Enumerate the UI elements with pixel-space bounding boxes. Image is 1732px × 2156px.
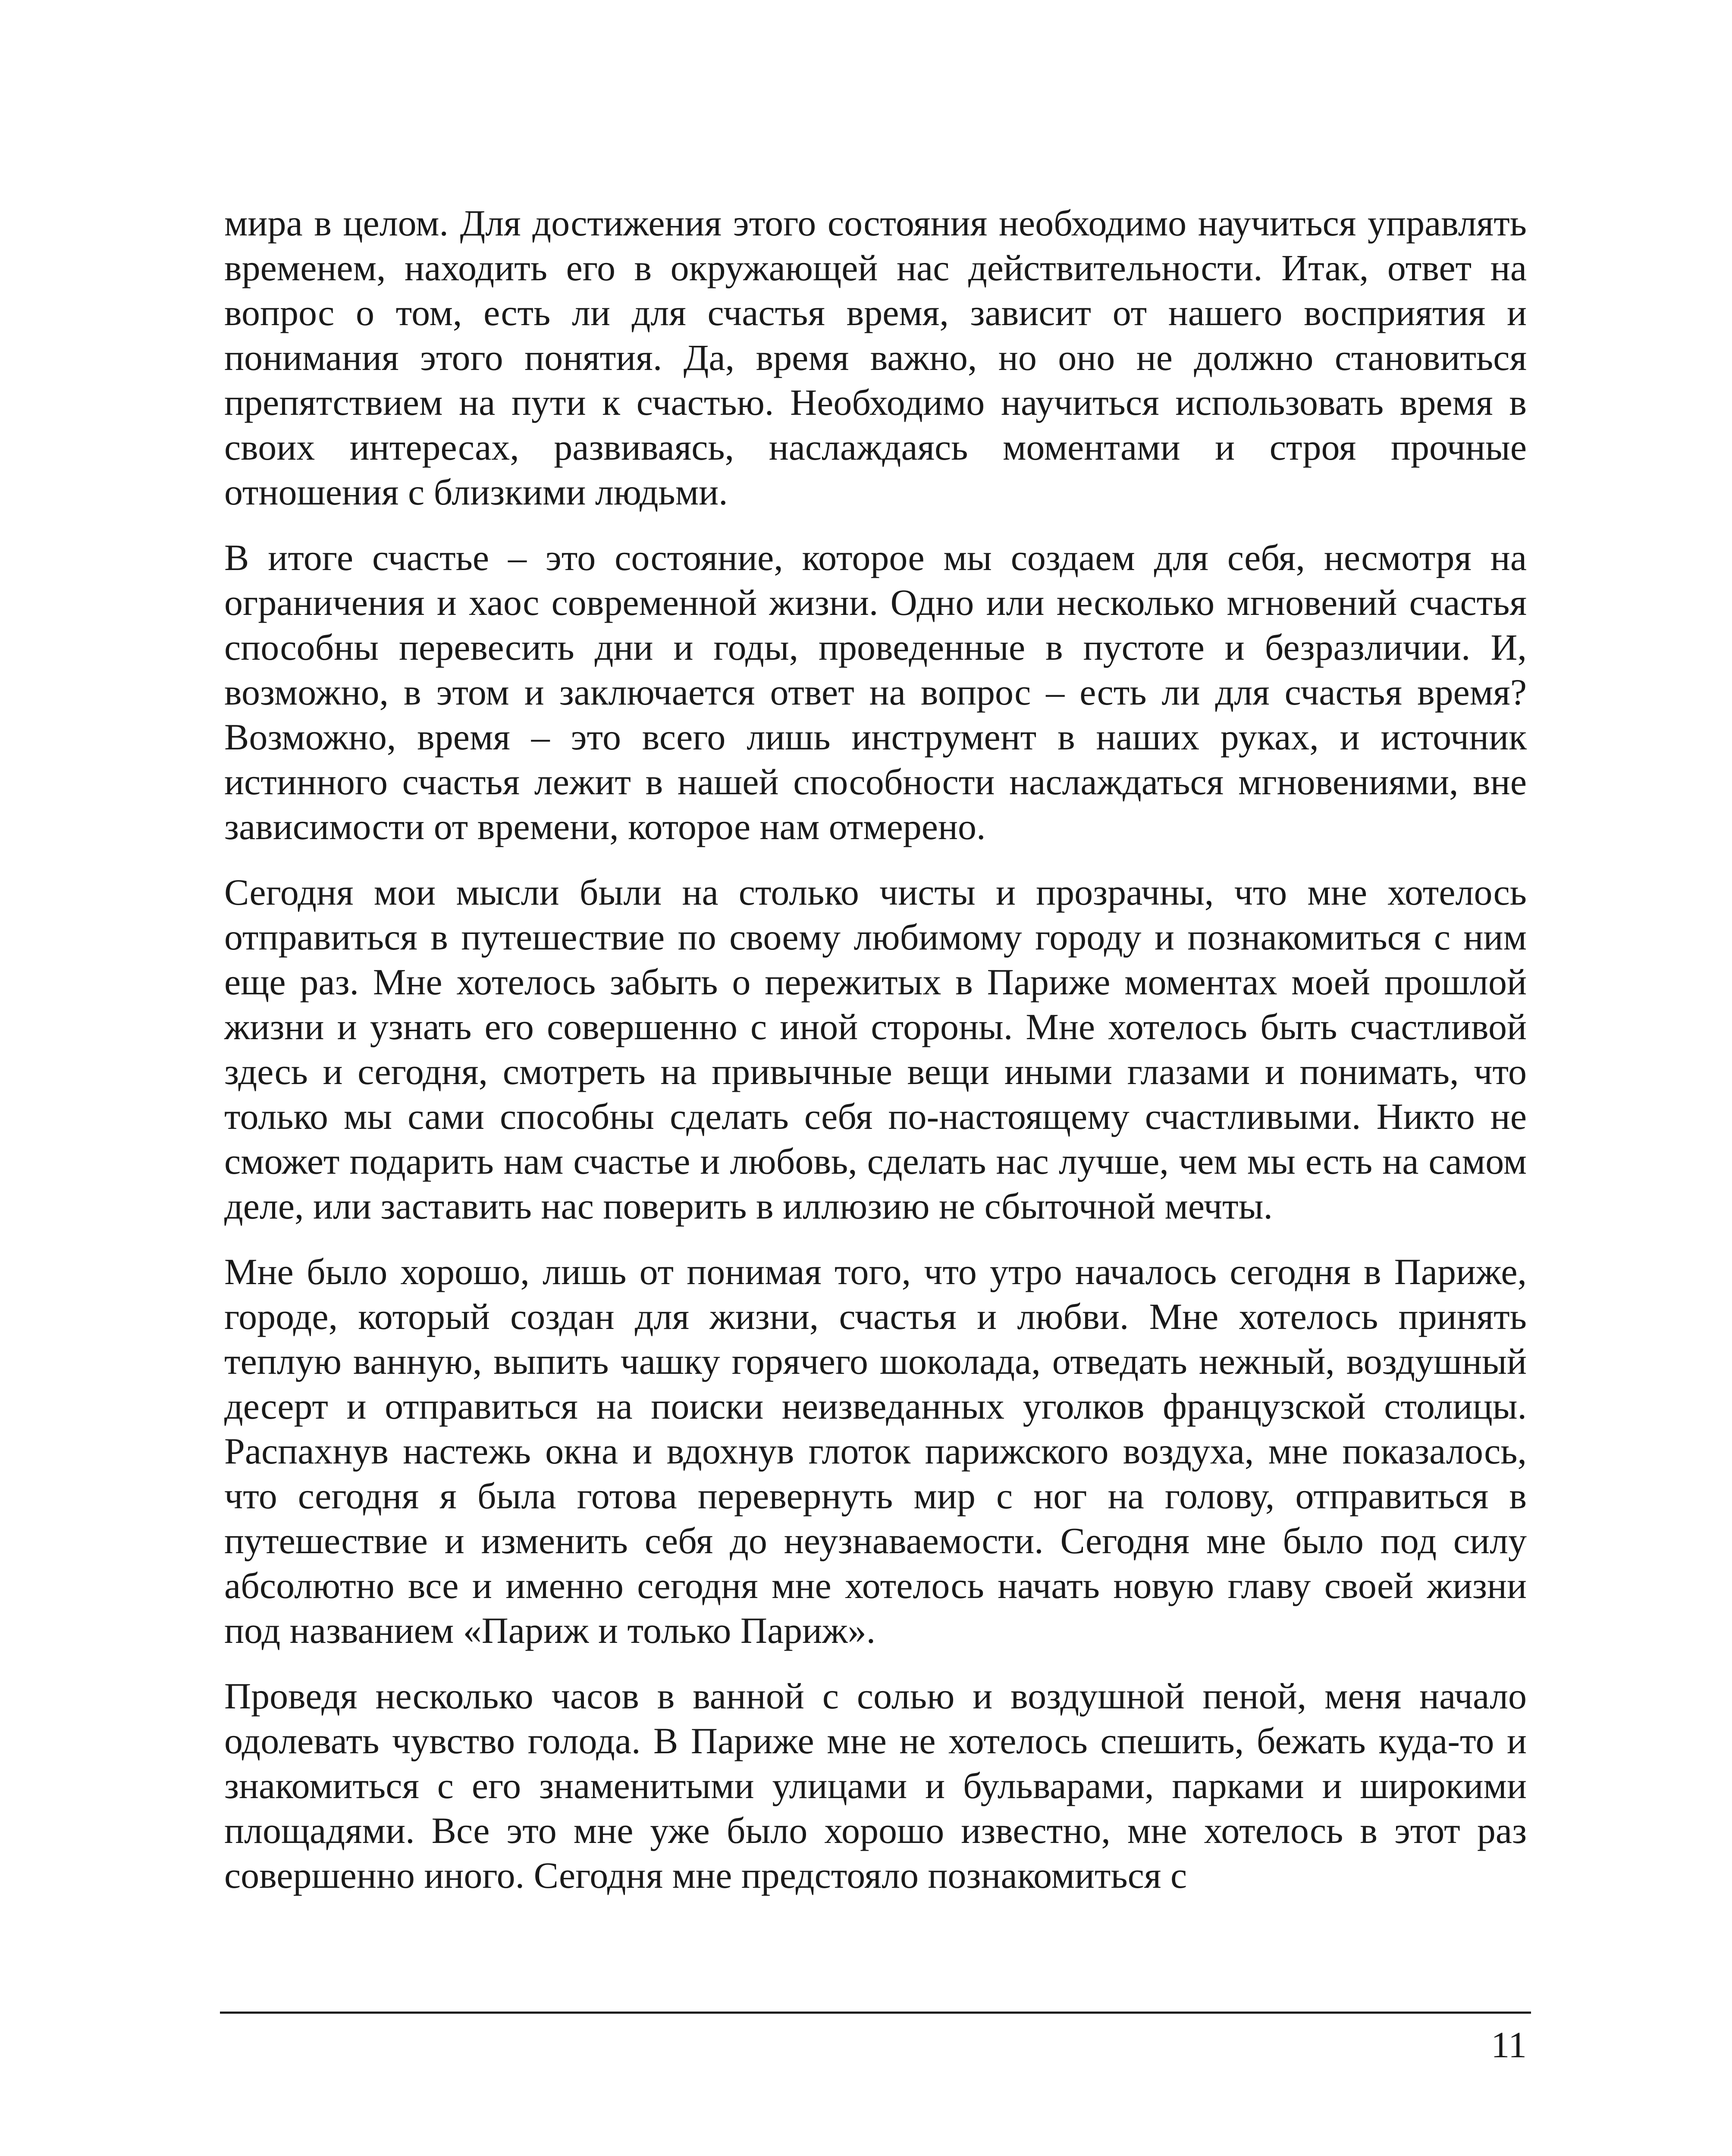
- paragraph-2: В итоге счастье – это состояние, которое мы создаем для себя, несмотря на ограничения и хаос современной жизни. Одно или несколько мгновений счастья способны перевесить дни и годы, проведенные в пустоте и безразличии. И, возможно, в этом и заключается ответ на вопрос – есть ли для счастья время? Возможно, время – это всего лишь инструмент в наших руках, и источник истинного счастья лежит в нашей способности наслаждаться мгновениями, вне зависимости от времени, которое нам отмерено.: [224, 537, 1527, 847]
- paragraph-5: Проведя несколько часов в ванной с солью и воздушной пеной, меня начало одолевать чувство голода. В Париже мне не хотелось спешить, бежать куда-то и знакомиться с его знаменитыми улицами и бульварами, парками и широкими площадями. Все это мне уже было хорошо известно, мне хотелось в этот раз совершенно иного. Сегодня мне предстояло познакомиться с: [224, 1675, 1527, 1896]
- body-text: [224, 201, 1527, 1918]
- paragraph-1: мира в целом. Для достижения этого состояния необходимо научиться управлять временем, находить его в окружающей нас действительности. Итак, ответ на вопрос о том, есть ли для счастья время, зависит от нашего восприятия и понимания этого понятия. Да, время важно, но оно не должно становиться препятствием на пути к счастью. Необходимо научиться использовать время в своих интересах, развиваясь, наслаждаясь моментами и строя прочные отношения с близкими людьми.: [224, 202, 1527, 513]
- paragraph-3: Сегодня мои мысли были на столько чисты и прозрачны, что мне хотелось отправиться в путешествие по своему любимому городу и познакомиться с ним еще раз. Мне хотелось забыть о пережитых в Париже моментах моей прошлой жизни и узнать его совершенно с иной стороны. Мне хотелось быть счастливой здесь и сегодня, смотреть на привычные вещи иными глазами и понимать, что только мы сами способны сделать себя по-настоящему счастливыми. Никто не сможет подарить нам счастье и любовь, сделать нас лучше, чем мы есть на самом деле, или заставить нас поверить в иллюзию не сбыточной мечты.: [224, 871, 1527, 1227]
- footer-divider: [220, 2012, 1531, 2014]
- paragraph-4: Мне было хорошо, лишь от понимая того, что утро началось сегодня в Париже, городе, который создан для жизни, счастья и любви. Мне хотелось принять теплую ванную, выпить чашку горячего шоколада, отведать нежный, воздушный десерт и отправиться на поиски неизведанных уголков французской столицы. Распахнув настежь окна и вдохнув глоток парижского воздуха, мне показалось, что сегодня я была готова перевернуть мир с ног на голову, отправиться в путешествие и изменить себя до неузнаваемости. Сегодня мне было под силу абсолютно все и именно сегодня мне хотелось начать новую главу своей жизни под названием «Париж и только Париж».: [224, 1251, 1527, 1651]
- page-number: 11: [1491, 2024, 1527, 2065]
